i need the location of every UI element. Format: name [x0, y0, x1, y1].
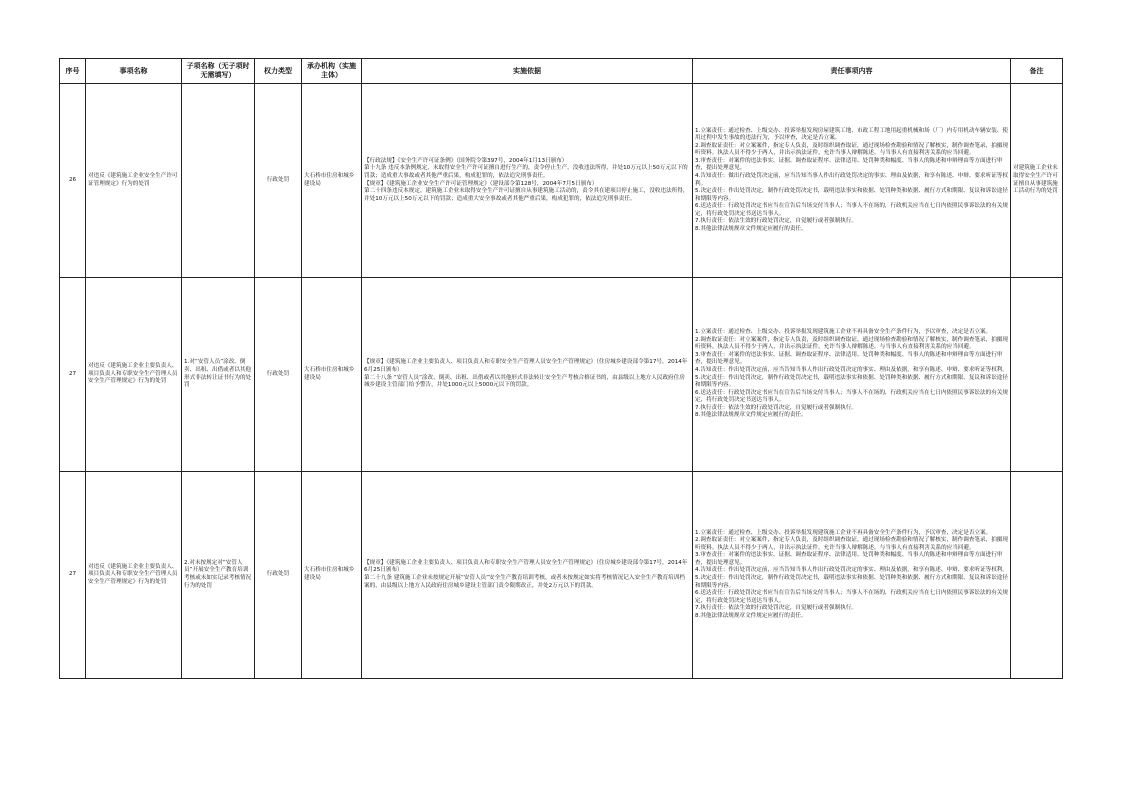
table-row — [60, 278, 1063, 472]
duty-text: 1.立案责任：通过检查、上级交办、投诉举报发现房屋建筑工地、市政工程工地用起重机械和场（厂）内专用机动车辆安装、使用过程中发生事故的违法行为，予以审查，决定是否立案。 2.调查取证责任：对立案案件，指定专人负责，及时组织调查取证，通过现场检查勘验和情况了解核实，制作调查笔录，拍摄现听资料。执法人员不得少于两人，并出示执法证件，允许当事人辩解陈述。与当事人有直接利害关系的应当回避。 3.审查责任：对案件的违法事实、证据、调查取证程序、法律适用、处罚种类和幅度、当事人的陈述和申辩理由等方面进行审查，提出处理意见。 4.告知责任：做出行政处罚决定前，应当告知当事人作出行政处罚决定的事实、理由及依据，和享有陈述、申辩、要求听证等权利。 5.决定责任：作出处罚决定，制作行政处罚决定书，载明违法事实和依据、处罚种类和依据、履行方式和期限、复议和诉讼途径和期限等内容。 6.送达责任：行政处罚决定书应当在宣告后当场交付当事人；当事人不在场的，行政机关应当在七日内依照民事诉讼法的有关规定，将行政处罚决定书送达当事人。 7.执行责任：依法生效的行政处罚决定，自觉履行或者强制执行。 8.其他法律法规规章文件规定应履行的责任。 — [693, 84, 1011, 278]
item-name: 对违反《建筑施工企业主要负责人、项目负责人和专职安全生产管理人员安全生产管理规定》行为的处罚 — [86, 278, 182, 472]
table-row — [60, 472, 1063, 679]
basis-text: 【规章】《建筑施工企业主要负责人、项目负责人和专职安全生产管理人员安全生产管理规定》（住房城乡建设部令第17号，2014年6月25日颁布） 第二十九条 建筑施工企业未按规定开展“安管人员”安全生产教育培训考核，或者未按规定如实将考核情况记入安全生产教育培训档案的，由县级以上地方人民政府住房城乡建设主管部门责令限期改正，并处2万元以下的罚款。 — [362, 472, 693, 679]
power-type: 行政处罚 — [255, 278, 302, 472]
item-name: 对违反《建筑施工企业安全生产许可证管理规定》行为的处罚 — [86, 84, 182, 278]
sub-item-name: 2.对未按规定对“安管人员”开展安全生产教育培训考核或未如实记录考核情况行为的处罚 — [182, 472, 255, 679]
table-row — [60, 84, 1063, 278]
header-row — [60, 59, 1063, 84]
header-sub-item: 子项名称（无子项时无需填写） — [182, 59, 255, 84]
header-duty: 责任事项内容 — [693, 59, 1011, 84]
power-type: 行政处罚 — [255, 84, 302, 278]
power-type: 行政处罚 — [255, 472, 302, 679]
duty-text: 1.立案责任：通过检查、上级交办、投诉举报发现建筑施工企业不再具备安全生产条件行为，予以审查，决定是否立案。 2.调查取证责任：对立案案件，指定专人负责，及时组织调查取证，通过现场检查勘验和情况了解核实，制作调查笔录，拍摄现听资料。执法人员不得少于两人，并出示执法证件，允许当事人辩解陈述。与当事人有直接利害关系的应当回避。 3.审查责任：对案件的违法事实、证据、调查取证程序、法律适用、处罚种类和幅度、当事人的陈述和申辩理由等方面进行审查，提出处理意见。 4.告知责任：作出处罚决定前，应当告知当事人作出行政处罚决定的事实、理由及依据，和享有陈述、申辩、要求听证等权利。 5.决定责任：作出处罚决定，制作行政处罚决定书，载明违法事实和依据、处罚种类和依据、履行方式和期限、复议和诉讼途径和期限等内容。 6.送达责任：行政处罚决定书应当在宣告后当场交付当事人；当事人不在场的，行政机关应当在七日内依照民事诉讼法的有关规定，将行政处罚决定书送达当事人。 7.执行责任：依法生效的行政处罚决定，自觉履行或者强制执行。 8.其他法律法规规章文件规定应履行的责任。 — [693, 278, 1011, 472]
organization: 大石桥市住房和城乡建设局 — [302, 84, 362, 278]
row-number: 26 — [60, 84, 86, 278]
basis-text: 【行政法规】《安全生产许可证条例》（国务院令第397号，2004年1月13日颁布） 第十九条 违反本条例规定，未取得安全生产许可证擅自进行生产的，责令停止生产，没收违法所得，并处10万元以上50万元以下的罚款；造成重大事故或者其他严重后果，构成犯罪的，依法追究刑事责任。 【规章】《建筑施工企业安全生产许可证管理规定》（建设部令第128号，2004年7月5日颁布） 第二十四条违反本规定，建筑施工企业未取得安全生产许可证擅自从事建筑施工活动的，责令其在建项目停止施工，没收违法所得，并处10万元以上50万元以下的罚款；造成重大安全事故或者其他严重后果，构成犯罪的，依法追究刑事责任。 — [362, 84, 693, 278]
header-note: 备注 — [1011, 59, 1063, 84]
basis-text: 【规章】《建筑施工企业主要负责人、项目负责人和专职安全生产管理人员安全生产管理规定》（住房城乡建设部令第17号，2014年6月25日颁布） 第二十八条 “安管人员”涂改、倒卖、出租、出借或者以其他形式非法转让安全生产考核合格证书的，由县级以上地方人民政府住房城乡建设主管部门给予警告，并处1000元以上5000元以下的罚款。 — [362, 278, 693, 472]
note-text — [1011, 278, 1063, 472]
header-organization: 承办机构（实施主体） — [302, 59, 362, 84]
header-basis: 实施依据 — [362, 59, 693, 84]
duty-text: 1.立案责任：通过检查、上级交办、投诉举报发现建筑施工企业不再具备安全生产条件行为，予以审查，决定是否立案。 2.调查取证责任：对立案案件，指定专人负责，及时组织调查取证，通过现场检查勘验和情况了解核实，制作调查笔录，拍摄现听资料。执法人员不得少于两人，并出示执法证件，允许当事人辩解陈述。与当事人有直接利害关系的应当回避。 3.审查责任：对案件的违法事实、证据、调查取证程序、法律适用、处罚种类和幅度、当事人的陈述和申辩理由等方面进行审查，提出处理意见。 4.告知责任：作出处罚决定前，应当告知当事人作出行政处罚决定的事实、理由及依据，和享有陈述、申辩、要求听证等权利。 5.决定责任：作出处罚决定，制作行政处罚决定书，载明违法事实和依据、处罚种类和依据、履行方式和期限、复议和诉讼途径和期限等内容。 6.送达责任：行政处罚决定书应当在宣告后当场交付当事人；当事人不在场的，行政机关应当在七日内依照民事诉讼法的有关规定，将行政处罚决定书送达当事人。 7.执行责任：依法生效的行政处罚决定，自觉履行或者强制执行。 8.其他法律法规规章文件规定应履行的责任。 — [693, 472, 1011, 679]
row-number: 27 — [60, 472, 86, 679]
sub-item-name — [182, 84, 255, 278]
sub-item-name: 1.对“安管人员”涂改、倒卖、出租、出借或者以其他形式非法转让证书行为的处罚 — [182, 278, 255, 472]
organization: 大石桥市住房和城乡建设局 — [302, 278, 362, 472]
header-item-name: 事项名称 — [86, 59, 182, 84]
power-list-table — [59, 58, 1063, 679]
organization: 大石桥市住房和城乡建设局 — [302, 472, 362, 679]
note-text: 对建筑施工企业未取得安全生产许可证擅自从事建筑施工活动行为的处罚 — [1011, 84, 1063, 278]
item-name: 对违反《建筑施工企业主要负责人、项目负责人和专职安全生产管理人员安全生产管理规定》行为的处罚 — [86, 472, 182, 679]
note-text — [1011, 472, 1063, 679]
row-number: 27 — [60, 278, 86, 472]
header-no: 序号 — [60, 59, 86, 84]
header-power-type: 权力类型 — [255, 59, 302, 84]
